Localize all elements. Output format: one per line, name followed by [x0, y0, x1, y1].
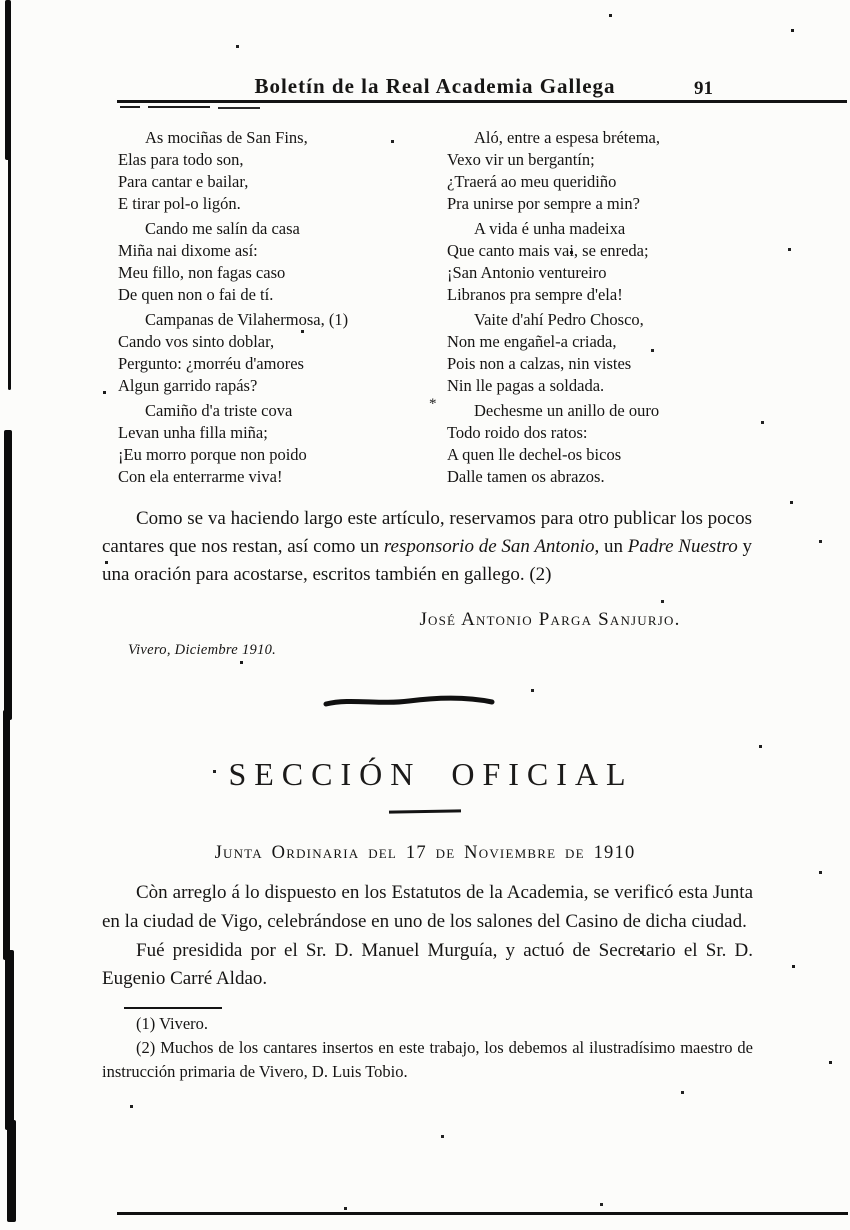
paragraph-text: y una oración para acostarse, escritos también en gallego. (2): [102, 536, 753, 585]
verse-line: Campanas de Vilahermosa, (1): [145, 310, 349, 329]
verse-line: Pois non a calzas, nin vistes: [447, 354, 632, 373]
verse-line: Aló, entre a espesa brétema,: [474, 128, 660, 147]
verse-line: Non me engañel-a criada,: [447, 332, 617, 351]
stanza: [447, 400, 767, 488]
author-signature: José Antonio Parga Sanjurjo.: [419, 609, 681, 630]
verse-line: A quen lle dechel-os bicos: [447, 445, 622, 464]
verse-line: Pra unirse por sempre a min?: [447, 194, 640, 213]
verse-line: ¡San Antonio ventureiro: [447, 263, 607, 282]
dateline: Vivero, Diciembre 1910.: [128, 642, 277, 658]
verse-line: ¿Traerá ao meu queridiño: [447, 172, 617, 191]
binding-edge-artifact: [7, 1120, 16, 1222]
verse-line: A vida é unha madeixa: [474, 219, 626, 238]
verse-line: E tirar pol-o ligón.: [118, 194, 241, 213]
verse-line: Levan unha filla miña;: [118, 423, 268, 442]
header-rule: [117, 100, 847, 103]
ornamental-divider: [323, 694, 495, 710]
footnotes: [102, 1012, 753, 1084]
verse-line: Para cantar e bailar,: [118, 172, 249, 191]
binding-edge-artifact: [5, 950, 14, 1130]
verse-line: Dechesme un anillo de ouro: [474, 401, 660, 420]
meeting-heading: Junta Ordinaria del 17 de Noviembre de 1910: [214, 843, 636, 863]
verse-line: Elas para todo son,: [118, 150, 244, 169]
header-rule-fragment: [120, 106, 140, 108]
binding-edge-artifact: [4, 430, 12, 720]
section-title-underline: [389, 809, 461, 813]
verse-line: Algun garrido rapás?: [118, 376, 258, 395]
closing-paragraph: [102, 505, 752, 589]
stanza: [447, 309, 767, 397]
paragraph-text: Como se va haciendo largo este artículo, reservamos para otro publicar los pocos cantares que nos restan, así como un: [102, 508, 752, 557]
verse-line: Nin lle pagas a soldada.: [447, 376, 605, 395]
verse-line: ¡Eu morro porque non poido: [118, 445, 307, 464]
stanza: [118, 309, 438, 397]
footnote: (2) Muchos de los cantares insertos en este trabajo, los debemos al ilustradísimo maestro de instrucción primaria de Vivero, D. Luis Tobio.: [102, 1038, 753, 1081]
verse-line: Con ela enterrarme viva!: [118, 467, 283, 486]
verse-line: Cando vos sinto doblar,: [118, 332, 275, 351]
header-rule-fragment: [148, 106, 210, 108]
stanza: [118, 127, 438, 215]
verse-line: Camiño d'a triste cova: [145, 401, 293, 420]
ink-speckles: [0, 0, 1, 1]
verse-line: Que canto mais vai, se enreda;: [447, 241, 649, 260]
binding-edge-artifact: [8, 150, 11, 390]
poem-column-right: [447, 127, 767, 491]
verse-line: Libranos pra sempre d'ela!: [447, 285, 623, 304]
body-paragraph: Còn arreglo á lo dispuesto en los Estatutos de la Academia, se verificó esta Junta en la ciudad de Vigo, celebrándose en uno de los salones del Casino de dicha ciudad.: [102, 882, 753, 932]
verse-line: As mociñas de San Fins,: [145, 128, 308, 147]
paragraph-text: , un: [594, 536, 628, 557]
italic-phrase: responsorio de San Antonio: [383, 536, 595, 557]
footnote-rule: [124, 1007, 222, 1009]
verse-line: Dalle tamen os abrazos.: [447, 467, 605, 486]
verse-line: Vexo vir un bergantín;: [447, 150, 595, 169]
stanza: [118, 218, 438, 306]
binding-edge-artifact: [3, 710, 10, 960]
section-title: SECCIÓN OFICIAL: [228, 756, 634, 792]
verse-line: Vaite d'ahí Pedro Chosco,: [474, 310, 644, 329]
footnote: (1) Vivero.: [136, 1014, 209, 1033]
stanza: [447, 218, 767, 306]
stanza: [447, 127, 767, 215]
body-paragraph: Fué presidida por el Sr. D. Manuel Murguía, y actuó de Secretario el Sr. D. Eugenio Carré Aldao.: [102, 939, 753, 990]
body-text: [102, 879, 753, 994]
verse-line: De quen non o fai de tí.: [118, 285, 274, 304]
printers-mark: *: [429, 396, 437, 412]
verse-line: Todo roido dos ratos:: [447, 423, 588, 442]
page-number: 91: [694, 78, 713, 99]
verse-line: Cando me salín da casa: [145, 219, 300, 238]
journal-title: Boletín de la Real Academia Gallega: [254, 74, 616, 98]
italic-phrase: Padre Nuestro: [627, 536, 738, 557]
stanza: [118, 400, 438, 488]
verse-line: Pergunto: ¿morréu d'amores: [118, 354, 304, 373]
header-rule-fragment: [218, 107, 260, 109]
verse-line: Miña nai dixome así:: [118, 241, 258, 260]
verse-line: Meu fillo, non fagas caso: [118, 263, 286, 282]
poem-column-left: [118, 127, 438, 491]
scan-edge-line: [117, 1212, 848, 1215]
